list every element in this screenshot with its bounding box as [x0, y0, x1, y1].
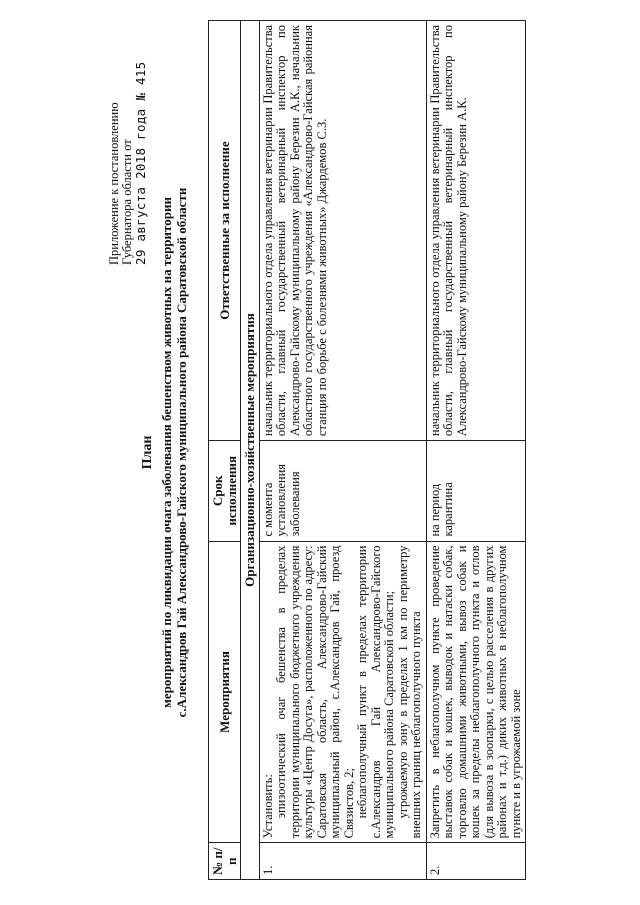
- plan-table: [208, 20, 526, 880]
- row-num: 1.: [259, 843, 426, 880]
- appendix-line-3: 29 августа 2018 года № 415: [133, 61, 148, 265]
- plan-title-line-2: с.Александров Гай Александрово-Гайского муниципального района Саратовской области: [174, 187, 189, 718]
- plan-heading: План: [140, 435, 155, 470]
- section-title: Организационно-хозяйственные мероприятия: [241, 21, 260, 880]
- appendix-line-1: Приложение к постановлению: [107, 102, 121, 265]
- row-term: с момента установления заболевания: [259, 441, 426, 541]
- header-responsible: Ответственные за исполнение: [209, 21, 241, 441]
- row-action: Запретить в неблагополучном пункте проведение выставок собак и кошек, выводок и натаски собак, торговлю домашними животными, вывоз собак и кошек за пределы неблагополучного пункта и отлов (для вывоза в зоопарки, с целью расселения в других районах и т.д.) диких животных в неблагополучном пункте и в угрожаемой зоне: [426, 541, 526, 843]
- table-row: [259, 21, 426, 880]
- plan-title: [140, 0, 189, 905]
- row-term: на период карантина: [426, 441, 526, 541]
- row-action-paragraph: эпизоотический очаг бешенства в пределах территории муниципального бюджетного учреждения культуры «Центр Досуга», расположенного по адресу: Саратовская область, Александрово-Гайский муниципальный район, с.Александров Гай, проезд Связистов, 2;: [274, 545, 356, 839]
- header-num: № п/п: [209, 843, 241, 880]
- header-action: Мероприятия: [209, 541, 241, 843]
- header-term: Срок исполнения: [209, 441, 241, 541]
- row-responsible: начальник территориального отдела управления ветеринарии Правительства области, главный государственный ветеринарный инспектор по Александрово-Гайскому муниципальному району Березин А.К., начальник областного государственного учреждения «Александрово-Гайская районная станция по борьбе с болезнями животных» Джардемов С.З.: [259, 21, 426, 441]
- row-action-paragraph: угрожаемую зону в пределах 1 км по периметру внешних границ неблагополучного пункта: [395, 545, 423, 839]
- section-row: [241, 21, 260, 880]
- appendix-line-2: Губернатора области от: [120, 139, 134, 265]
- row-action-paragraph: неблагополучный пункт в пределах территории с.Александров Гай Александрово-Гайского муниципального района Саратовской области;: [355, 545, 396, 839]
- plan-title-line-1: мероприятий по ликвидации очага заболевания бешенством животных на территории: [159, 197, 174, 708]
- table-header-row: [209, 21, 241, 880]
- table-row: [426, 21, 526, 880]
- row-num: 2.: [426, 843, 526, 880]
- row-action-lead: Установить:: [260, 774, 275, 839]
- row-responsible: начальник территориального отдела управления ветеринарии Правительства области, главный государственный ветеринарный инспектор по Александрово-Гайскому муниципальному району Березин А.К.: [426, 21, 526, 441]
- row-action: [259, 541, 426, 843]
